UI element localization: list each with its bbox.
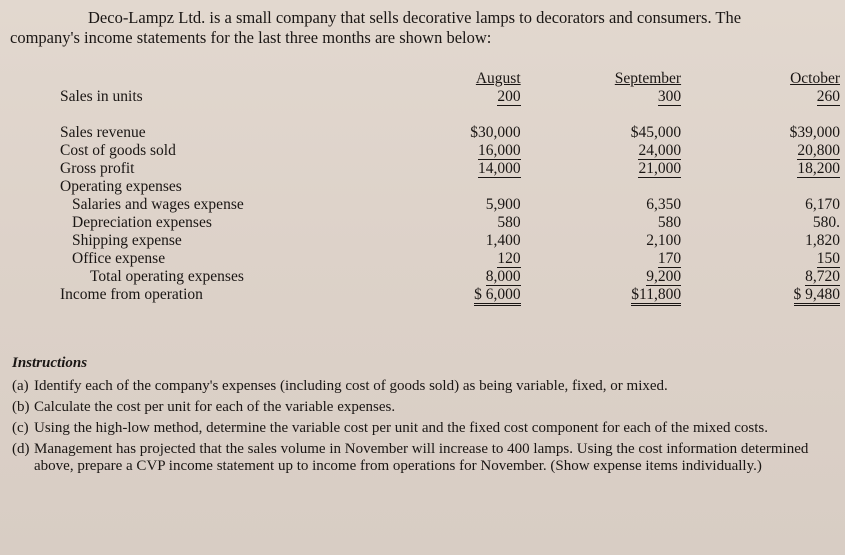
instruction-item-a (12, 378, 827, 395)
item-text: Using the high-low method, determine the variable cost per unit and the fixed cost component for each of the mixed costs. (34, 420, 768, 436)
intro-line-1: Deco-Lampz Ltd. is a small company that sells decorative lamps to decorators and consumers. The (88, 8, 742, 27)
cell: 120 (497, 250, 521, 267)
cell: 8,720 (805, 268, 840, 285)
cell: 9,200 (646, 268, 682, 285)
row-label: Gross profit (60, 160, 135, 177)
row-salaries (60, 196, 845, 214)
cell: $11,800 (631, 286, 681, 306)
cell: $ 9,480 (794, 286, 841, 306)
cell: 200 (497, 88, 521, 105)
cell: 8,000 (485, 268, 521, 285)
instruction-item-d (12, 441, 827, 475)
instructions-title: Instructions (12, 355, 88, 371)
income-statement-table (60, 70, 845, 304)
item-marker: (a) (12, 378, 29, 394)
row-total-operating-expenses (60, 268, 845, 286)
column-header-row (60, 70, 845, 88)
row-sales-units (60, 88, 845, 106)
instructions-section (12, 355, 827, 479)
row-label: Sales in units (60, 88, 143, 105)
cell: 24,000 (638, 142, 682, 159)
item-text: Management has projected that the sales volume in November will increase to 400 lamps. Using the cost information determined above, prepare a CVP income statement up to income from operations for November. (Show expense items individually.) (34, 441, 809, 474)
cell: $ 6,000 (474, 286, 521, 306)
row-label: Office expense (72, 250, 166, 267)
row-shipping (60, 232, 845, 250)
cell: $45,000 (630, 124, 682, 141)
cell: 580. (812, 214, 840, 231)
cell: 6,170 (805, 196, 840, 213)
cell: 300 (657, 88, 682, 105)
cell: 1,400 (485, 232, 521, 249)
row-label: Operating expenses (60, 178, 182, 195)
cell: 2,100 (646, 232, 682, 249)
cell: 16,000 (478, 142, 521, 159)
row-label: Shipping expense (72, 232, 182, 249)
instruction-item-c (12, 420, 827, 437)
row-office (60, 250, 845, 268)
row-income-from-operation (60, 286, 845, 304)
col-september: September (614, 70, 682, 87)
row-label: Income from operation (60, 286, 203, 303)
row-sales-revenue (60, 124, 845, 142)
row-label: Salaries and wages expense (72, 196, 244, 213)
cell: 260 (816, 88, 840, 105)
cell: 21,000 (638, 160, 682, 177)
cell: 5,900 (485, 196, 521, 213)
row-depreciation (60, 214, 845, 232)
item-marker: (b) (12, 399, 30, 415)
cell: 170 (657, 250, 682, 267)
cell: 6,350 (646, 196, 682, 213)
cell: $39,000 (789, 124, 840, 141)
intro-paragraph (10, 8, 840, 48)
row-operating-expenses (60, 178, 845, 196)
row-label: Depreciation expenses (72, 214, 212, 231)
col-august: August (475, 70, 521, 87)
item-text: Identify each of the company's expenses (including cost of goods sold) as being variable, fixed, or mixed. (34, 378, 668, 394)
instruction-item-b (12, 399, 827, 416)
row-cogs (60, 142, 845, 160)
row-label: Cost of goods sold (60, 142, 176, 159)
col-october: October (790, 70, 840, 87)
cell: $30,000 (470, 124, 521, 141)
cell: 1,820 (805, 232, 840, 249)
cell: 14,000 (478, 160, 521, 177)
row-gross-profit (60, 160, 845, 178)
row-label: Total operating expenses (90, 268, 244, 285)
row-label: Sales revenue (60, 124, 146, 141)
item-marker: (d) (12, 441, 30, 457)
intro-line-2: company's income statements for the last three months are shown below: (10, 28, 492, 47)
item-text: Calculate the cost per unit for each of the variable expenses. (34, 399, 396, 415)
item-marker: (c) (12, 420, 29, 436)
cell: 580 (497, 214, 521, 231)
cell: 150 (816, 250, 840, 267)
cell: 580 (657, 214, 682, 231)
cell: 18,200 (797, 160, 840, 177)
cell: 20,800 (797, 142, 840, 159)
